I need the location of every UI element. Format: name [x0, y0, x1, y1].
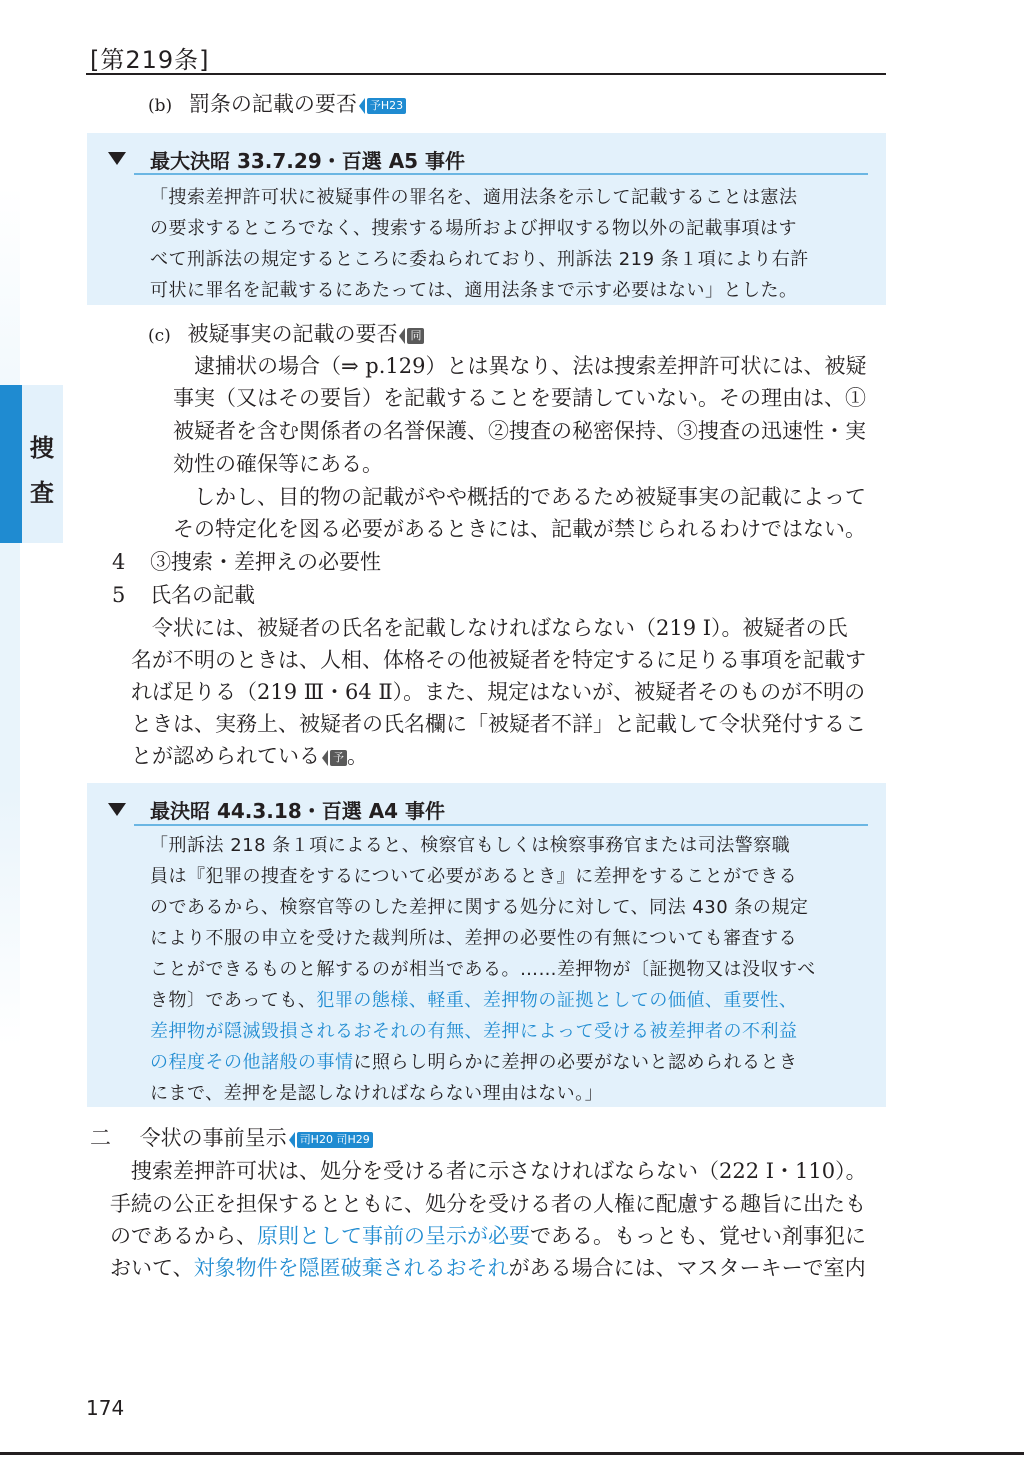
triangle-down-icon — [108, 152, 126, 165]
exam-badge: 同 — [407, 328, 424, 344]
badge-arrow-icon — [289, 1132, 295, 1148]
exam-badge: 予H23 — [367, 98, 406, 114]
item-c-line: 効性の確保等にある。 — [173, 452, 383, 476]
side-tab-char-2: 査 — [30, 479, 54, 507]
section-2-title: 令状の事前呈示 — [139, 1126, 287, 1150]
badge-arrow-icon — [322, 750, 328, 766]
page-number: 174 — [86, 1396, 125, 1420]
section-2-text: おいて、 — [110, 1256, 194, 1280]
item-5-text: 氏名の記載 — [150, 583, 256, 607]
case-2-line: にまで、差押を是認しなければならない理由はない。」 — [150, 1083, 604, 1104]
item-b-heading — [148, 88, 406, 122]
section-2-line — [110, 1252, 866, 1284]
side-gradient-strip — [0, 186, 20, 1046]
case-2-title: 最決昭 44.3.18・百選 A4 事件 — [150, 799, 446, 823]
item-c-text: 被疑事実の記載の要否 — [187, 322, 398, 346]
case-2-line: により不服の申立を受けた裁判所は、差押の必要性の有無についても審査する — [150, 928, 798, 949]
header-rule — [86, 73, 886, 75]
item-5-last-line-text: とが認められている — [131, 744, 320, 768]
item-5-line: ときは、実務上、被疑者の氏名欄に「被疑者不詳」と記載して令状発付するこ — [131, 712, 866, 736]
section-2-line: 手続の公正を担保するとともに、処分を受ける者の人権に配慮する趣旨に出たも — [110, 1192, 866, 1216]
item-c-line: 逮捕状の場合（⇒ p.129）とは異なり、法は捜索差押許可状には、被疑 — [194, 354, 867, 378]
badge-arrow-icon — [399, 328, 405, 344]
case-2-line — [150, 1047, 798, 1078]
case-1-title: 最大決昭 33.7.29・百選 A5 事件 — [150, 149, 466, 173]
article-header: [第219条] — [90, 46, 210, 74]
case-1-line: 可状に罪名を記載するにあたっては、適用法条まで示す必要はない」とした。 — [150, 280, 798, 301]
exam-badge: 予 — [330, 750, 347, 766]
item-5 — [112, 579, 255, 611]
case-1-line: べて刑訴法の規定するところに委ねられており、刑訴法 219 条１項により右許 — [150, 249, 809, 270]
section-2-text: のであるから、 — [110, 1224, 257, 1248]
section-2-line: 捜索差押許可状は、処分を受ける者に示さなければならない（222 Ⅰ・110）。 — [131, 1159, 867, 1183]
section-2-highlight: 原則として事前の呈示が必要 — [257, 1224, 530, 1248]
item-5-line: 名が不明のときは、人相、体格その他被疑者を特定するに足りる事項を記載す — [131, 648, 866, 672]
item-c-line: しかし、目的物の記載がやや概括的であるため被疑事実の記載によって — [194, 485, 866, 509]
item-4 — [112, 546, 381, 578]
section-2-text: がある場合には、マスターキーで室内 — [508, 1256, 866, 1280]
item-5-num: 5 — [112, 583, 126, 607]
item-c-line: 被疑者を含む関係者の名誉保護、②捜査の秘密保持、③捜査の迅速性・実 — [173, 419, 866, 443]
case-2-line: ことができるものと解するのが相当である。……差押物が〔証拠物又は没収すべ — [150, 959, 816, 980]
item-c-label: (c) — [148, 326, 171, 346]
case-2-line — [150, 985, 797, 1016]
section-2-text: である。もっとも、覚せい剤事犯に — [530, 1224, 866, 1248]
item-c-line: 事実（又はその要旨）を記載することを要請していない。その理由は、① — [173, 386, 866, 410]
item-4-text: ③捜索・差押えの必要性 — [150, 550, 382, 574]
case-2-rule — [134, 824, 868, 826]
badge-arrow-icon — [359, 98, 365, 114]
item-c-line: その特定化を図る必要があるときには、記載が禁じられるわけではない。 — [173, 517, 866, 541]
case-2-text: き物〕であっても、 — [150, 990, 317, 1011]
item-b-label: (b) — [148, 96, 173, 116]
item-c-heading — [148, 318, 424, 352]
side-index-tab-bar — [0, 385, 22, 543]
case-1-line: 「捜索差押許可状に被疑事件の罪名を、適用法条を示して記載することは憲法 — [150, 187, 798, 208]
case-2-line: 員は『犯罪の捜査をするについて必要があるとき』に差押をすることができる — [150, 866, 798, 887]
case-2-line: のであるから、検察官等のした差押に関する処分に対して、同法 430 条の規定 — [150, 897, 809, 918]
item-5-end: 。 — [347, 744, 368, 768]
section-2-heading — [90, 1122, 373, 1154]
item-5-last-line — [131, 740, 368, 772]
item-4-num: 4 — [112, 550, 126, 574]
exam-badge: 司H20 司H29 — [297, 1132, 373, 1148]
side-tab-char-1: 捜 — [30, 434, 54, 462]
case-2-line: 「刑訴法 218 条１項によると、検察官もしくは検察事務官または司法警察職 — [150, 835, 791, 856]
item-5-line: 令状には、被疑者の氏名を記載しなければならない（219 Ⅰ）。被疑者の氏 — [152, 616, 848, 640]
section-2-num: 二 — [90, 1126, 111, 1150]
case-2-highlight: 犯罪の態様、軽重、差押物の証拠としての価値、重要性、 — [316, 990, 798, 1011]
case-2-highlight-line: 差押物が隠滅毀損されるおそれの有無、差押によって受ける被差押者の不利益 — [150, 1021, 798, 1042]
bottom-rule — [0, 1452, 1024, 1455]
section-2-highlight: 対象物件を隠匿破棄されるおそれ — [193, 1256, 509, 1280]
case-1-line: の要求するところでなく、捜索する場所および押収する物以外の記載事項はす — [150, 218, 797, 239]
section-2-line — [110, 1220, 866, 1252]
case-2-text: に照らし明らかに差押の必要がないと認められるとき — [353, 1052, 798, 1073]
item-5-line: れば足りる（219 Ⅲ・64 Ⅱ）。また、規定はないが、被疑者そのものが不明の — [131, 680, 866, 704]
triangle-down-icon — [108, 803, 126, 816]
item-b-text: 罰条の記載の要否 — [188, 92, 357, 116]
case-1-rule — [134, 173, 868, 175]
case-2-highlight: の程度その他諸般の事情 — [150, 1052, 354, 1073]
